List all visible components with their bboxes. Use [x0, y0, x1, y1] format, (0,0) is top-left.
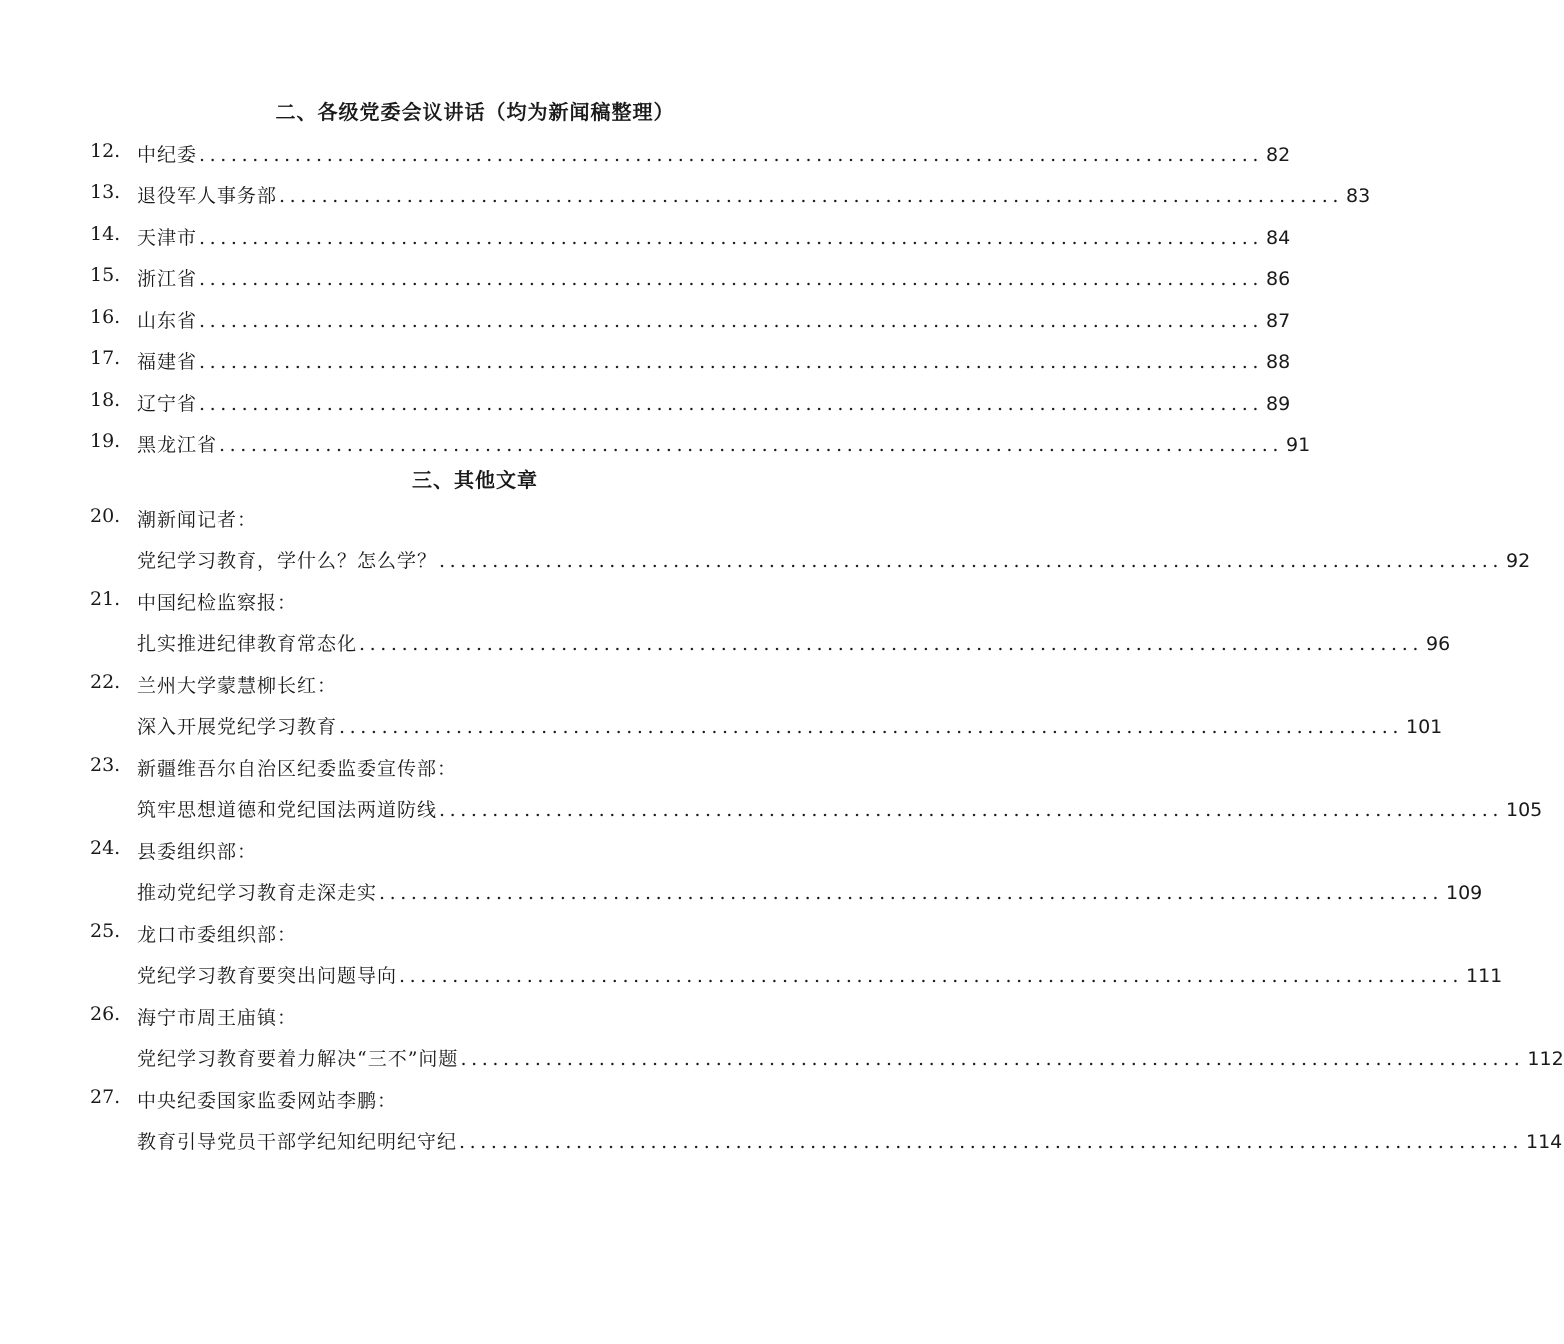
- toc-entry[interactable]: [137, 347, 1291, 374]
- entry-page-number: 88: [1265, 351, 1291, 373]
- dot-leader: ....................................................................................................: [199, 227, 1263, 249]
- entry-page-number: 96: [1425, 633, 1451, 655]
- entry-number: 23.: [90, 754, 121, 776]
- entry-page-number: 87: [1265, 310, 1291, 332]
- toc-entry[interactable]: [137, 306, 1291, 333]
- entry-page-number: 84: [1265, 227, 1291, 249]
- entry-source: 潮新闻记者：: [137, 509, 258, 531]
- entry-source: 兰州大学蒙慧柳长红：: [137, 675, 338, 697]
- dot-leader: ....................................................................................................: [199, 310, 1263, 332]
- toc-entry[interactable]: [137, 181, 1371, 208]
- entry-number: 26.: [90, 1003, 121, 1025]
- entry-title: 党纪学习教育要着力解决“三不”问题: [137, 1048, 459, 1070]
- section-title: 三、其他文章: [412, 468, 538, 492]
- entry-source: 中国纪检监察报：: [137, 592, 298, 614]
- dot-leader: ....................................................................................................: [439, 550, 1503, 572]
- entry-page-number: 89: [1265, 393, 1291, 415]
- entry-source: 中央纪委国家监委网站李鹏：: [137, 1090, 398, 1112]
- entry-number: 16.: [90, 306, 121, 328]
- entry-page-number: 83: [1345, 185, 1371, 207]
- entry-number: 19.: [90, 430, 121, 452]
- entry-source: 海宁市周王庙镇：: [137, 1007, 298, 1029]
- entry-page-number: 101: [1405, 716, 1443, 738]
- entry-title: 教育引导党员干部学纪知纪明纪守纪: [137, 1131, 458, 1153]
- entry-title: 扎实推进纪律教育常态化: [137, 633, 358, 655]
- dot-leader: ....................................................................................................: [199, 393, 1263, 415]
- toc-entry[interactable]: [137, 223, 1291, 250]
- toc-entry[interactable]: [137, 389, 1291, 416]
- entry-number: 14.: [90, 223, 121, 245]
- entry-number: 27.: [90, 1086, 121, 1108]
- entry-number: 12.: [90, 140, 121, 162]
- entry-source: 新疆维吾尔自治区纪委监委宣传部：: [137, 758, 458, 780]
- entry-page-number: 86: [1265, 268, 1291, 290]
- entry-title: 退役军人事务部: [137, 185, 278, 207]
- toc-entry[interactable]: [137, 140, 1291, 167]
- entry-number: 25.: [90, 920, 121, 942]
- entry-page-number: 91: [1285, 434, 1311, 456]
- entry-number: 21.: [90, 588, 121, 610]
- toc-entry[interactable]: [137, 795, 1543, 822]
- entry-title: 福建省: [137, 351, 198, 373]
- dot-leader: ....................................................................................................: [219, 434, 1283, 456]
- entry-number: 15.: [90, 264, 121, 286]
- toc-entry[interactable]: [137, 264, 1291, 291]
- entry-title: 浙江省: [137, 268, 198, 290]
- entry-title: 天津市: [137, 227, 198, 249]
- dot-leader: ....................................................................................................: [279, 185, 1343, 207]
- entry-number: 18.: [90, 389, 121, 411]
- toc-entry[interactable]: [137, 961, 1503, 988]
- entry-number: 22.: [90, 671, 121, 693]
- entry-title: 黑龙江省: [137, 434, 218, 456]
- entry-title: 党纪学习教育要突出问题导向: [137, 965, 398, 987]
- entry-page-number: 105: [1505, 799, 1543, 821]
- entry-number: 20.: [90, 505, 121, 527]
- toc-entry[interactable]: [137, 430, 1311, 457]
- dot-leader: ....................................................................................................: [379, 882, 1443, 904]
- toc-entry[interactable]: [137, 712, 1443, 739]
- entry-number: 24.: [90, 837, 121, 859]
- entry-number: 13.: [90, 181, 121, 203]
- section-title: 二、各级党委会议讲话（均为新闻稿整理）: [275, 100, 675, 124]
- entry-page-number: 109: [1445, 882, 1483, 904]
- dot-leader: ....................................................................................................: [199, 351, 1263, 373]
- entry-page-number: 114: [1525, 1131, 1563, 1153]
- entry-page-number: 112: [1527, 1048, 1564, 1070]
- entry-title: 辽宁省: [137, 393, 198, 415]
- toc-entry[interactable]: [137, 1127, 1563, 1154]
- entry-title: 深入开展党纪学习教育: [137, 716, 338, 738]
- entry-title: 筑牢思想道德和党纪国法两道防线: [137, 799, 438, 821]
- dot-leader: ....................................................................................................: [460, 1048, 1525, 1070]
- entry-page-number: 111: [1465, 965, 1503, 987]
- toc-entry[interactable]: [137, 629, 1451, 656]
- entry-title: 推动党纪学习教育走深走实: [137, 882, 378, 904]
- entry-title: 山东省: [137, 310, 198, 332]
- dot-leader: ....................................................................................................: [399, 965, 1463, 987]
- dot-leader: ....................................................................................................: [359, 633, 1423, 655]
- dot-leader: ....................................................................................................: [199, 268, 1263, 290]
- entry-source: 县委组织部：: [137, 841, 258, 863]
- entry-number: 17.: [90, 347, 121, 369]
- toc-entry[interactable]: [137, 1044, 1564, 1071]
- dot-leader: ....................................................................................................: [339, 716, 1403, 738]
- toc-entry[interactable]: [137, 878, 1483, 905]
- entry-title: 中纪委: [137, 144, 198, 166]
- entry-source: 龙口市委组织部：: [137, 924, 298, 946]
- toc-entry[interactable]: [137, 546, 1531, 573]
- dot-leader: ....................................................................................................: [459, 1131, 1523, 1153]
- entry-title: 党纪学习教育，学什么？怎么学？: [137, 550, 438, 572]
- dot-leader: ....................................................................................................: [439, 799, 1503, 821]
- entry-page-number: 82: [1265, 144, 1291, 166]
- entry-page-number: 92: [1505, 550, 1531, 572]
- dot-leader: ....................................................................................................: [199, 144, 1263, 166]
